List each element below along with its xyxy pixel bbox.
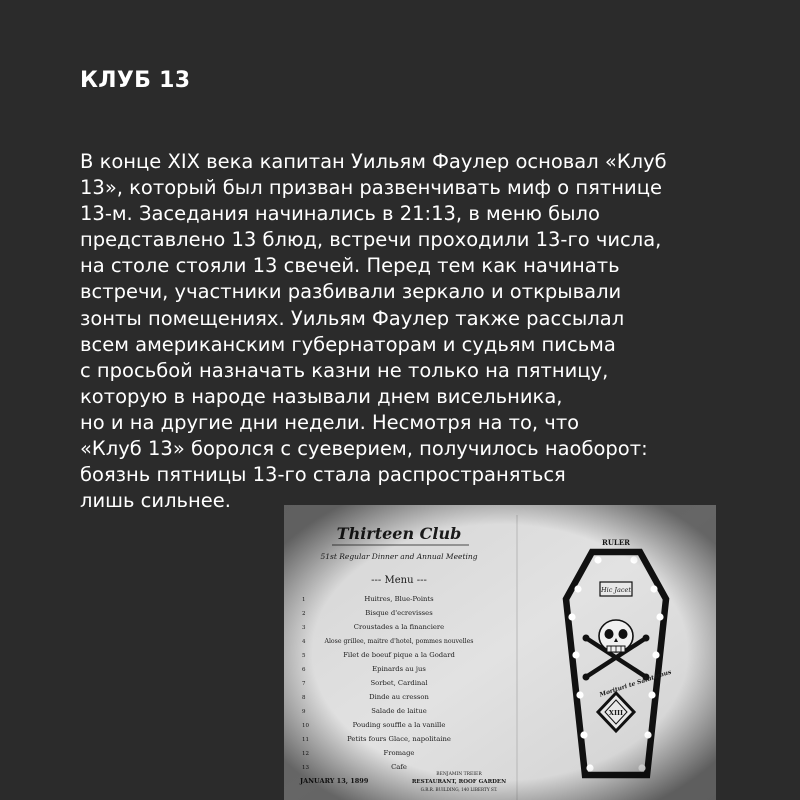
body-line: лишь сильнее. — [80, 489, 231, 513]
body-line: которую в народе называли днем висельника, — [80, 384, 563, 408]
photo-vignette — [284, 505, 716, 800]
body-line: на столе стояли 13 свечей. Перед тем как начинать — [80, 254, 620, 278]
body-line: боязнь пятницы 13-го стала распространяться — [80, 463, 566, 487]
body-line: 13-м. Заседания начинались в 21:13, в меню было — [80, 202, 600, 226]
body-line: но и на другие дни недели. Несмотря на то, что — [80, 410, 580, 434]
body-line: зонты помещениях. Уильям Фаулер также рассылал — [80, 306, 625, 330]
body-line: В конце XIX века капитан Уильям Фаулер основал «Клуб — [80, 150, 667, 173]
body-line: с просьбой назначать казни не только на пятницу, — [80, 358, 609, 382]
body-line: представлено 13 блюд, встречи проходили 13-го числа, — [80, 228, 662, 252]
post-body-text — [80, 149, 740, 514]
body-line: встречи, участники разбивали зеркало и открывали — [80, 280, 622, 304]
menu-photo — [284, 505, 716, 800]
post-title: КЛУБ 13 — [80, 68, 191, 93]
body-line: 13», который был призван развенчивать миф о пятнице — [80, 176, 662, 200]
body-line: «Клуб 13» боролся с суеверием, получилось наоборот: — [80, 437, 648, 461]
body-line: всем американским губернаторам и судьям письма — [80, 332, 616, 356]
